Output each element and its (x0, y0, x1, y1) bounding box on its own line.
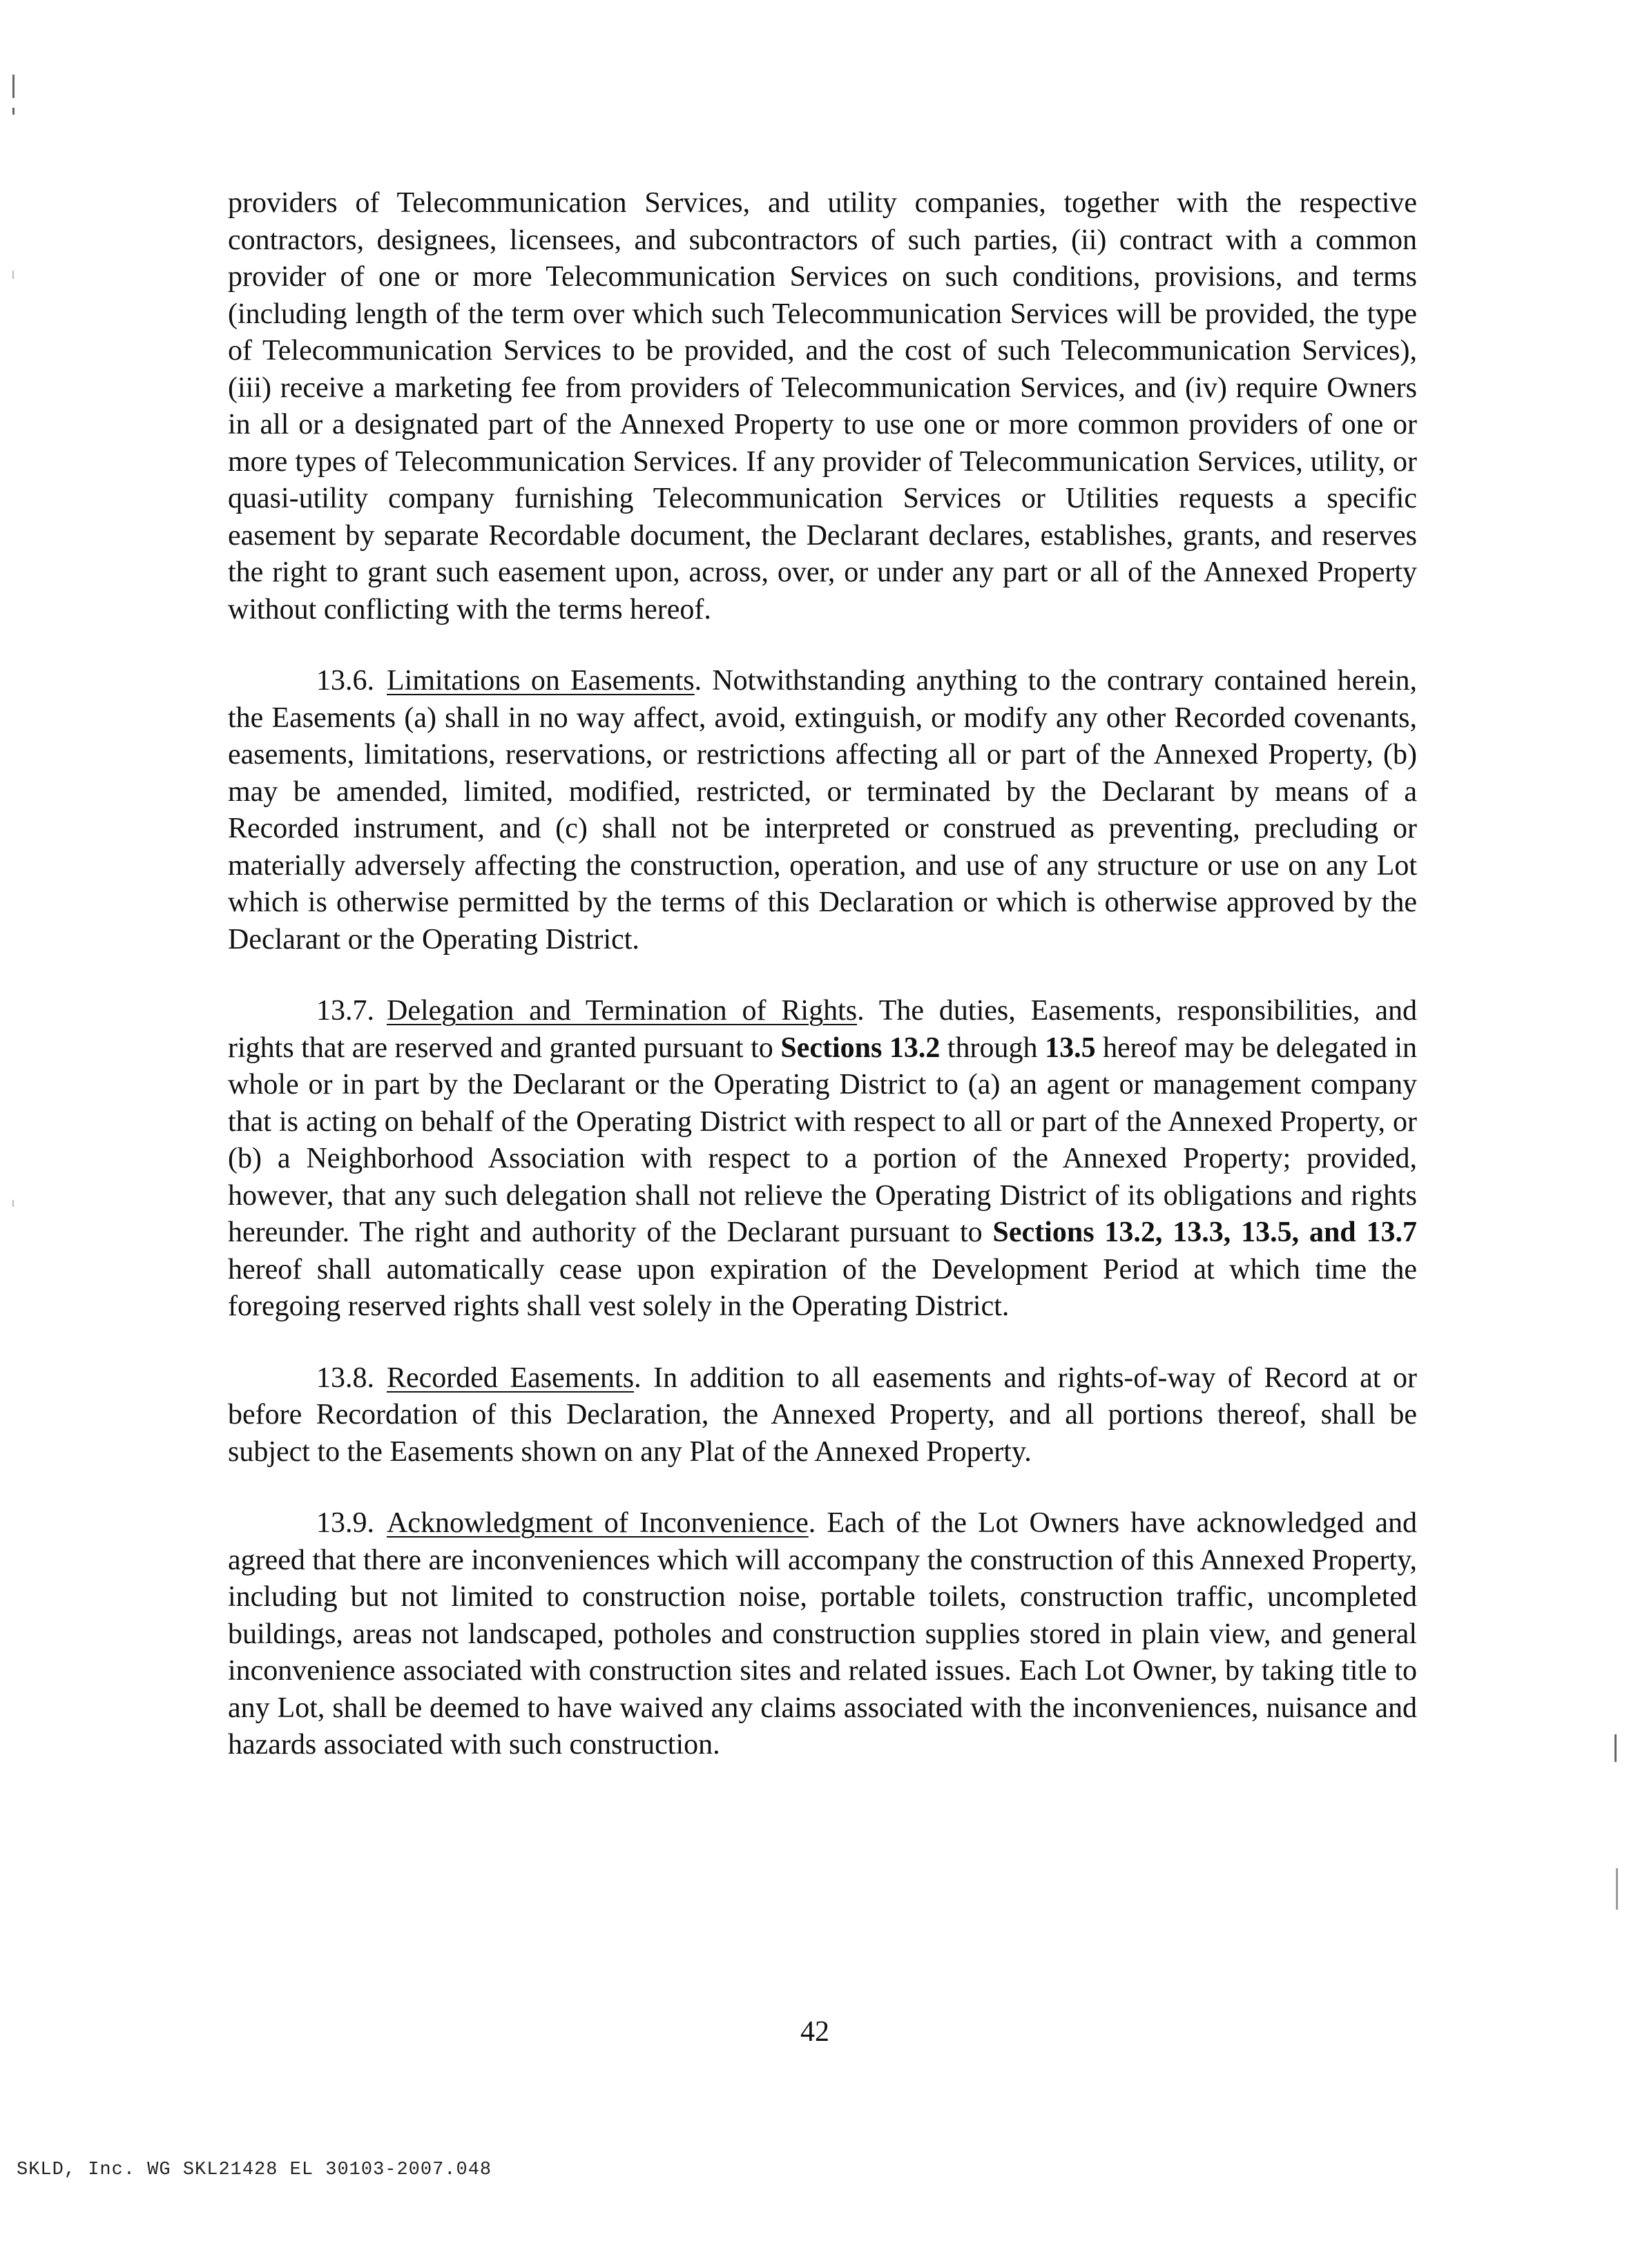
section-number: 13.8. (316, 1361, 374, 1394)
section-heading: Delegation and Termination of Rights (387, 995, 858, 1027)
section-number: 13.6. (316, 665, 374, 697)
section-text: Each of the Lot Owners have acknowledged and agreed that there are inconveniences which will accompany the construction of this Annexed Property, including but not limited to construction noise, portable toilets, construction traffic, uncompleted buildings, areas not landscaped, potholes and construction supplies stored in plain view, and general inconvenience associated with construction sites and related issues. Each Lot Owner, by taking title to any Lot, shall be deemed to have waived any claims associated with the inconveniences, nuisance and hazards associated with such construction. (228, 1507, 1417, 1761)
section-13-7 (228, 993, 1417, 1326)
section-text: through (947, 1031, 1038, 1064)
section-number: 13.7. (316, 995, 374, 1027)
section-13-6 (228, 663, 1417, 958)
section-text: Notwithstanding anything to the contrary contained herein, the Easements (a) shall in no way affect, avoid, extinguish, or modify any other Recorded covenants, easements, limitations, reservations, or restrictions affecting all or part of the Annexed Property, (b) may be amended, limited, modified, restricted, or terminated by the Declarant by means of a Recorded instrument, and (c) shall not be interpreted or construed as preventing, precluding or materially adversely affecting the construction, operation, and use of any structure or use on any Lot which is otherwise permitted by the terms of this Declaration or which is otherwise approved by the Declarant or the Operating District. (228, 665, 1418, 956)
page-number: 42 (800, 2016, 829, 2048)
section-reference-bold: Sections 13.2 (780, 1031, 941, 1064)
section-heading: Recorded Easements (387, 1361, 635, 1394)
scan-artifact-mark (1614, 1734, 1617, 1762)
section-text: hereof may be delegated in whole or in part by the Declarant or the Operating District to (a) an agent or management company that is acting on behalf of the Operating District with respect to all or part of the Annexed Property, or (b) a Neighborhood Association with respect to a portion of the Annexed Property; provided, however, that any such delegation shall not relieve the Operating District of its obligations and rights hereunder. The right and authority of the Declarant pursuant to (228, 1031, 1417, 1248)
scan-artifact-mark (1616, 1868, 1618, 1910)
section-heading-end: . (808, 1507, 816, 1539)
footer-document-id: SKLD, Inc. WG SKL21428 EL 30103-2007.048 (17, 2160, 492, 2180)
continued-paragraph (228, 185, 1417, 628)
section-13-9 (228, 1505, 1417, 1764)
section-heading-end: . (634, 1361, 642, 1394)
paragraph-text: providers of Telecommunication Services, and utility companies, together with the respective contractors, designees, licensees, and subcontractors of such parties, (ii) contract with a common provider of one or more Telecommunication Services on such conditions, provisions, and terms (including length of the term over which such Telecommunication Services will be provided, the type of Telecommunication Services to be provided, and the cost of such Telecommunication Services), (iii) receive a marketing fee from providers of Telecommunication Services, and (iv) require Owners in all or a designated part of the Annexed Property to use one or more common providers of one or more types of Telecommunication Services. If any provider of Telecommunication Services, utility, or quasi-utility company furnishing Telecommunication Services or Utilities requests a specific easement by separate Recordable document, the Declarant declares, establishes, grants, and reserves the right to grant such easement upon, across, over, or under any part or all of the Annexed Property without conflicting with the terms hereof. (228, 187, 1417, 626)
section-text: In addition to all easements and rights-of-way of Record at or before Recordation of this Declaration, the Annexed Property, and all portions thereof, shall be subject to the Easements shown on any Plat of the Annexed Property. (228, 1361, 1418, 1468)
scan-artifact-mark (12, 1200, 14, 1207)
document-body (228, 185, 1417, 1799)
scan-artifact-mark (12, 108, 15, 115)
section-number: 13.9. (316, 1507, 374, 1539)
section-text: The duties, Easements, responsibilities, and rights that are reserved and granted pursuant to (228, 995, 1418, 1064)
section-reference-bold: Sections 13.2, 13.3, 13.5, and 13.7 (992, 1217, 1418, 1248)
section-reference-bold: 13.5 (1045, 1031, 1096, 1064)
scan-artifact-mark (12, 271, 14, 279)
section-heading: Limitations on Easements (387, 665, 695, 697)
section-13-8 (228, 1360, 1417, 1471)
section-heading-end: . (857, 995, 865, 1027)
section-heading-end: . (694, 665, 702, 697)
section-heading: Acknowledgment of Inconvenience (387, 1507, 809, 1539)
scan-artifact-mark (12, 75, 15, 98)
section-text: hereof shall automatically cease upon expiration of the Development Period at which time the foregoing reserved rights shall vest solely in the Operating District. (228, 1253, 1417, 1322)
